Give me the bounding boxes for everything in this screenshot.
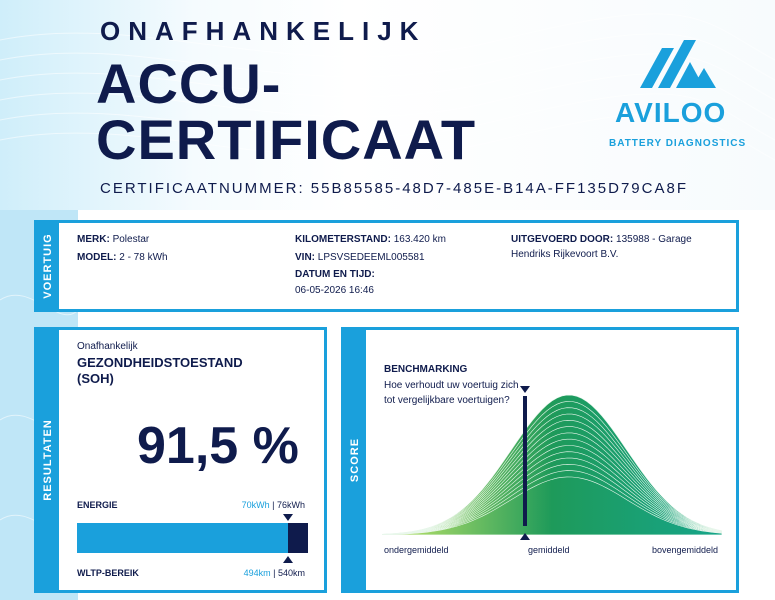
soh-marker-bottom-icon — [283, 556, 293, 563]
brand-value: Polestar — [112, 234, 150, 245]
vehicle-tab — [37, 223, 59, 309]
axis-above-average: bovengemiddeld — [651, 545, 718, 555]
vehicle-tab-label: VOERTUIG — [42, 233, 54, 299]
aviloo-logo-icon — [600, 18, 750, 158]
vin-label: VIN: — [295, 252, 315, 263]
vehicle-brand — [77, 234, 149, 245]
performed-by-value: 135988 - Garage — [616, 234, 692, 245]
vehicle-model — [77, 252, 168, 263]
vehicle-date-label — [295, 269, 375, 280]
title-certificate — [96, 52, 477, 171]
title-line-accu: ACCU- — [96, 52, 282, 115]
model-value: 2 - 78 kWh — [119, 252, 168, 263]
soh-marker-top-icon — [283, 514, 293, 521]
vehicle-date: 06-05-2026 16:46 — [295, 285, 374, 296]
soh-bar — [77, 523, 308, 553]
date-label: DATUM EN TIJD: — [295, 269, 375, 280]
certificate-number-value: 55B85585-48D7-485E-B14A-FF135D79CA8F — [310, 180, 688, 197]
results-tab-label: RESULTATEN — [42, 419, 54, 501]
results-heading-line1: GEZONDHEIDSTOESTAND — [77, 355, 243, 370]
benchmark-marker-bottom-icon — [520, 533, 530, 540]
range-values — [244, 568, 305, 578]
energy-separator: | — [269, 500, 277, 510]
vehicle-performed-by — [511, 234, 692, 245]
results-small-label: Onafhankelijk — [77, 341, 138, 352]
range-label: WLTP-BEREIK — [77, 568, 139, 578]
title-line-certificaat: CERTIFICAAT — [96, 108, 477, 171]
score-tab-label: SCORE — [349, 437, 361, 483]
vehicle-panel — [34, 220, 739, 312]
title-independent: ONAFHANKELIJK — [100, 16, 427, 46]
results-panel — [34, 327, 327, 593]
vehicle-garage-name: Hendriks Rijkevoort B.V. — [511, 249, 619, 260]
range-separator: | — [270, 568, 278, 578]
benchmark-question: Hoe verhoudt uw voertuig zich tot vergelijkbare voertuigen? — [384, 380, 519, 406]
vehicle-vin — [295, 252, 425, 263]
vehicle-mileage — [295, 234, 446, 245]
brand-label: MERK: — [77, 234, 110, 245]
score-panel — [341, 327, 739, 593]
range-total: 540km — [277, 568, 305, 578]
performed-by-label: UITGEVOERD DOOR: — [511, 234, 614, 245]
mileage-value: 163.420 km — [393, 234, 446, 245]
certificate-number — [100, 180, 688, 197]
axis-average: gemiddeld — [528, 545, 570, 555]
vin-value: LPSVSEDEEML005581 — [317, 252, 425, 263]
results-tab — [37, 330, 59, 590]
energy-current: 70kWh — [241, 500, 270, 510]
soh-bar-fill — [77, 523, 288, 553]
mileage-label: KILOMETERSTAND: — [295, 234, 391, 245]
axis-below-average: ondergemiddeld — [384, 545, 449, 555]
soh-value: 91,5 % — [137, 417, 299, 475]
energy-label: ENERGIE — [77, 500, 118, 510]
benchmark-marker-top-icon — [520, 386, 530, 393]
logo-tagline: BATTERY DIAGNOSTICS — [609, 138, 747, 149]
benchmark-heading: BENCHMARKING — [384, 364, 468, 375]
benchmark-marker-line — [523, 396, 527, 526]
energy-total: 76kWh — [276, 500, 305, 510]
certificate-number-label: CERTIFICAATNUMMER: — [100, 180, 305, 197]
score-tab — [344, 330, 366, 590]
energy-values — [242, 500, 305, 510]
results-heading — [77, 355, 243, 387]
model-label: MODEL: — [77, 252, 117, 263]
logo-wordmark: AVILOO — [615, 97, 727, 128]
results-heading-line2: (SOH) — [77, 371, 114, 386]
range-current: 494km — [243, 568, 271, 578]
